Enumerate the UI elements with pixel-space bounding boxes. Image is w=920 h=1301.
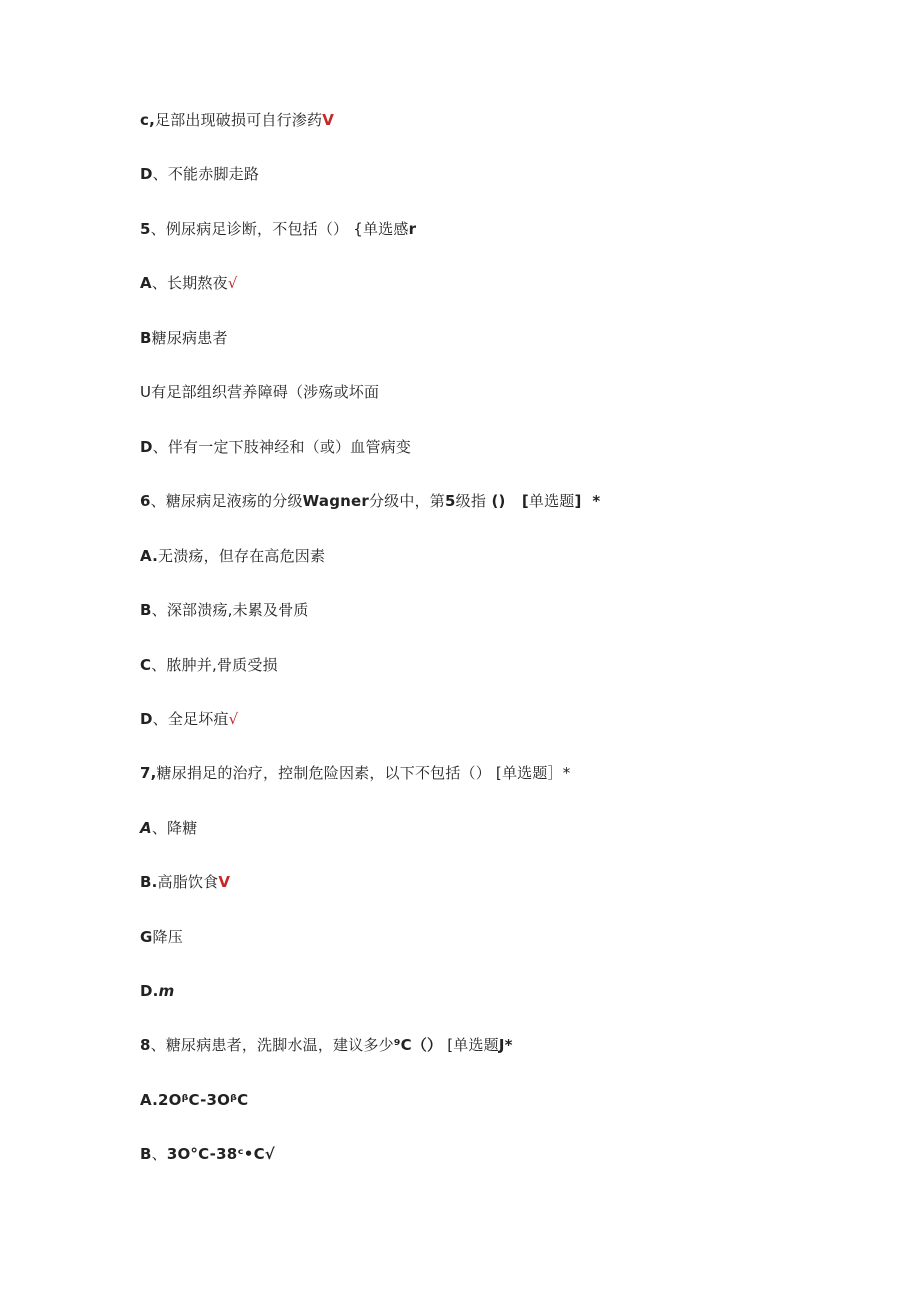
option-letter: B <box>140 329 152 347</box>
option-d-q7 <box>140 981 174 1001</box>
question-bold-number: 5 <box>445 492 456 510</box>
question-text: 、糖尿病患者，洗脚水温，建议多少 <box>150 1036 394 1054</box>
question-text-2: 分级中，第 <box>368 492 445 510</box>
option-d-q5 <box>140 437 411 457</box>
option-garbled-text: m <box>158 982 175 1000</box>
option-text: 、伴有一定下肢神经和（或）血管病变 <box>152 438 412 456</box>
question-number: 5 <box>140 220 151 238</box>
correct-answer-mark: V <box>322 111 335 129</box>
option-a-q7 <box>140 818 197 838</box>
question-text: 糖尿捐足的治疗，控制危险因素，以下不包括（） [单选题］* <box>156 764 571 782</box>
option-text: 、全足坏疽 <box>152 710 229 728</box>
option-c-q6 <box>140 655 278 675</box>
question-8 <box>140 1035 513 1055</box>
option-range-end: C <box>237 1091 249 1109</box>
option-text: 、长期熬夜 <box>151 274 228 292</box>
option-letter: D. <box>140 982 159 1000</box>
option-text: 、 <box>151 1145 167 1163</box>
question-tail: r <box>408 220 417 238</box>
option-letter: B <box>140 601 152 619</box>
option-letter: D <box>140 438 153 456</box>
option-a-q6 <box>140 546 325 566</box>
option-letter: c, <box>140 111 155 129</box>
option-b-q5 <box>140 328 228 348</box>
option-c-q7 <box>140 927 183 947</box>
option-letter: B <box>140 1145 152 1163</box>
correct-answer-mark: √ <box>227 274 238 292</box>
question-text-3: 级指 <box>455 492 487 510</box>
question-text: 、例尿病足诊断，不包括（） {单选感 <box>150 220 409 238</box>
option-range: ᵝC-3Oᵝ <box>181 1091 238 1109</box>
option-text: 、脓肿并,骨质受损 <box>151 656 278 674</box>
option-b-q8 <box>140 1144 275 1164</box>
option-range: 3O°C-38ᶜ•C√ <box>166 1145 275 1163</box>
question-number: 8 <box>140 1036 151 1054</box>
option-a-q8 <box>140 1090 248 1110</box>
option-letter: C <box>140 656 152 674</box>
question-type: 单选题 <box>528 492 575 510</box>
question-7 <box>140 763 570 783</box>
option-b-q6 <box>140 600 309 620</box>
option-a-q5 <box>140 273 238 293</box>
correct-answer-mark: V <box>218 873 231 891</box>
option-text: U有足部组织营养障碍（涉殇或坏面 <box>140 383 380 401</box>
option-text: 、深部溃疡,未累及骨质 <box>151 601 309 619</box>
option-text: 高脂饮食 <box>157 873 219 891</box>
option-text: 、不能赤脚走路 <box>152 165 260 183</box>
option-letter: G <box>140 928 153 946</box>
option-c-q5 <box>140 382 379 402</box>
question-required: J* <box>498 1036 513 1054</box>
option-text: 糖尿病患者 <box>151 329 228 347</box>
option-d-q6 <box>140 709 238 729</box>
option-letter: A. <box>140 547 158 565</box>
question-number: 6 <box>140 492 151 510</box>
option-d-q4 <box>140 164 259 184</box>
question-5 <box>140 219 416 239</box>
option-c-q4 <box>140 110 334 130</box>
question-brackets: () [ <box>486 492 529 510</box>
option-letter: A.2O <box>140 1091 182 1109</box>
option-letter: D <box>140 165 153 183</box>
option-text: 降压 <box>152 928 183 946</box>
option-letter: B. <box>140 873 158 891</box>
question-text: 、糖尿病足液疡的分级 <box>150 492 303 510</box>
option-letter: A <box>140 819 152 837</box>
option-text: 、降糖 <box>151 819 198 837</box>
question-type: [单选题 <box>442 1036 499 1054</box>
option-letter: D <box>140 710 153 728</box>
option-text: 无溃疡，但存在高危因素 <box>158 547 326 565</box>
question-bold-term: Wagner <box>302 492 369 510</box>
question-required: ] * <box>574 492 601 510</box>
option-b-q7 <box>140 872 230 892</box>
option-text: 足部出现破损可自行渗药 <box>155 111 323 129</box>
question-6 <box>140 491 600 511</box>
question-unit: ⁹C（） <box>393 1036 443 1054</box>
question-number: 7, <box>140 764 157 782</box>
option-letter: A <box>140 274 152 292</box>
correct-answer-mark: √ <box>228 710 239 728</box>
